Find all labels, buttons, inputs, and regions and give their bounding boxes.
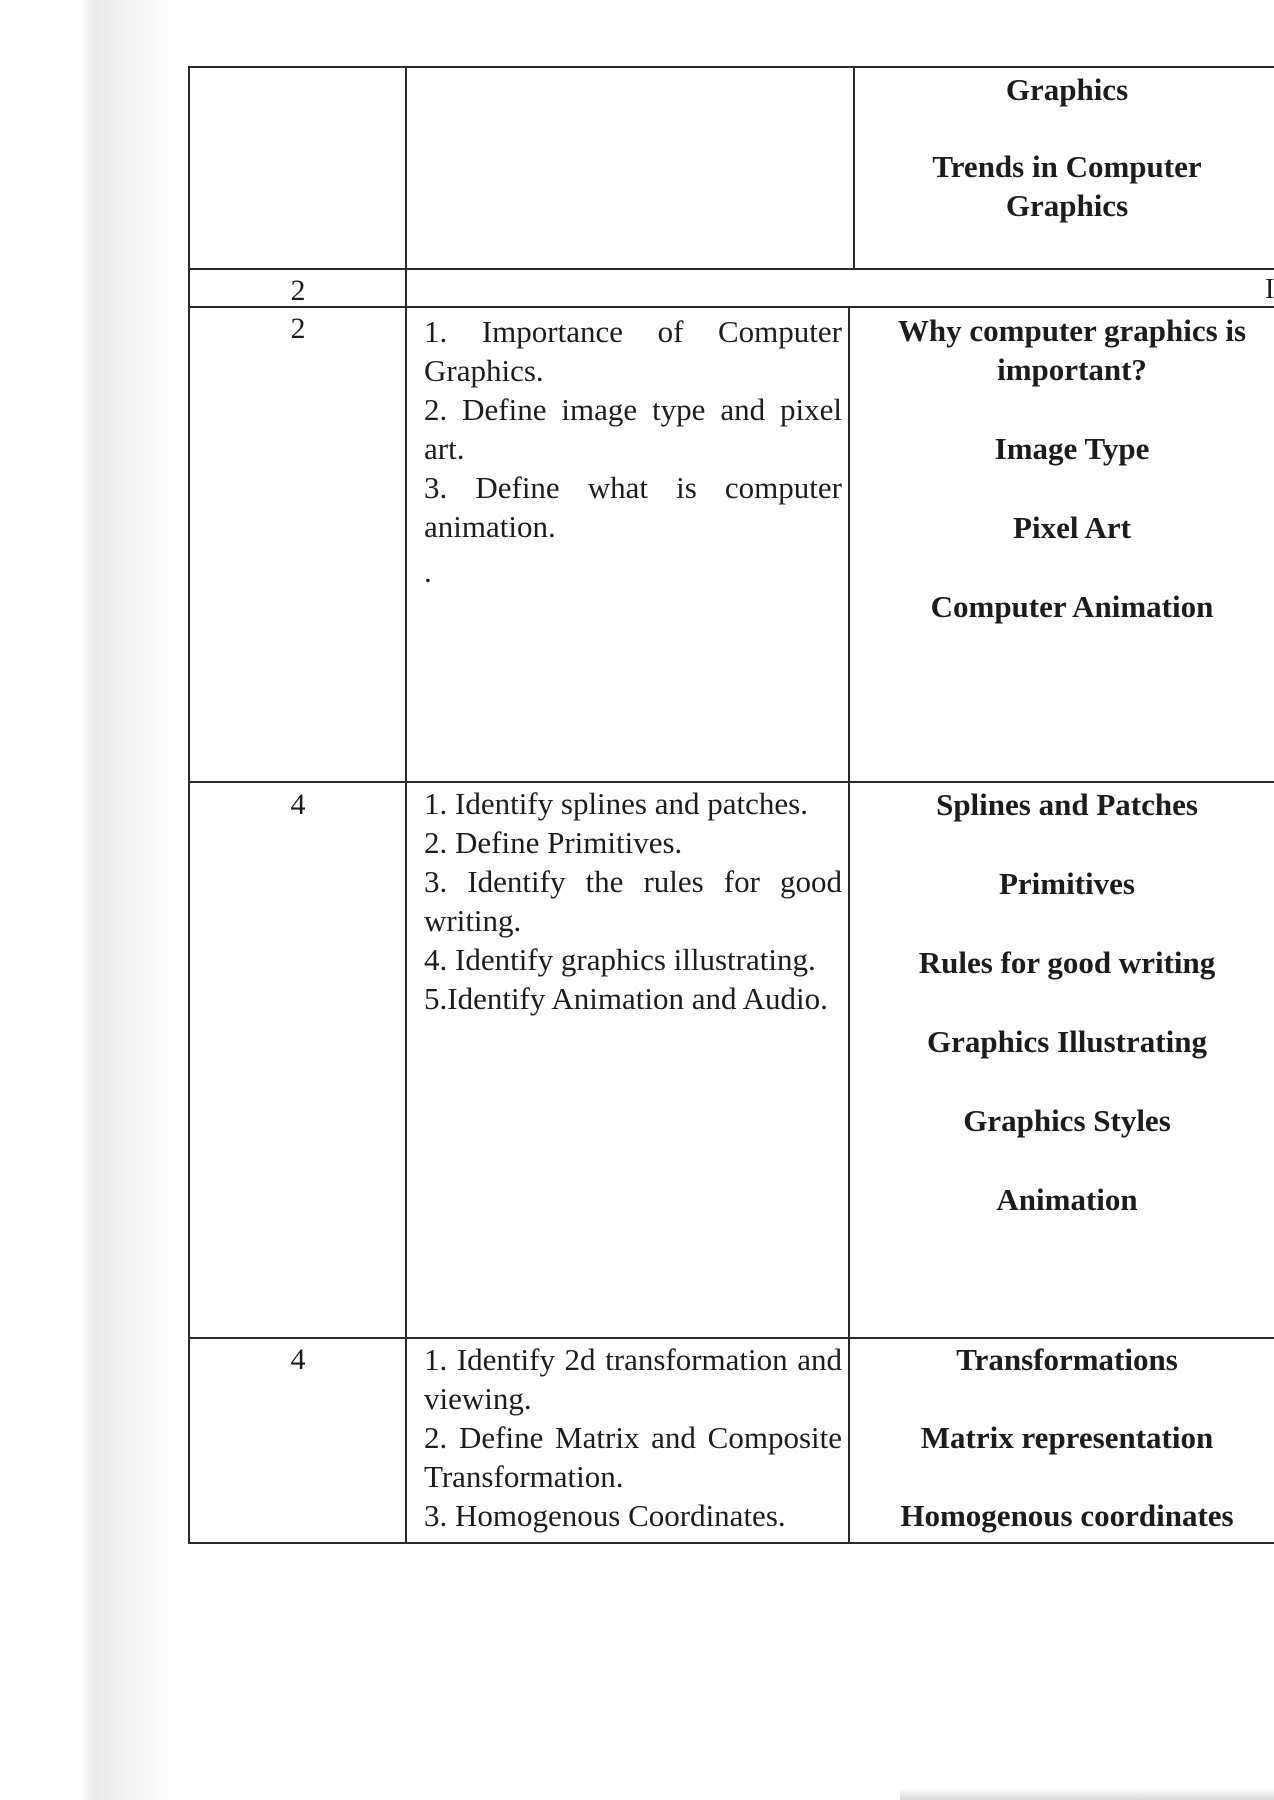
column-divider xyxy=(405,306,407,1544)
week-number: 2 xyxy=(290,274,306,307)
week-number: 4 xyxy=(290,1343,306,1376)
objective-item: 3. Define what is computer animation. xyxy=(424,470,842,544)
row-divider xyxy=(188,781,1274,783)
topic-item: Computer Animation xyxy=(930,589,1214,624)
column-divider xyxy=(405,66,407,306)
topic-item: Animation xyxy=(996,1182,1138,1217)
topic-item: Matrix representation xyxy=(920,1420,1214,1455)
topic-item: Graphics Illustrating xyxy=(927,1024,1207,1059)
week-number: 4 xyxy=(290,788,306,821)
topic-item: Pixel Art xyxy=(1013,510,1131,545)
objective-item: 4. Identify graphics illustrating. xyxy=(424,942,816,977)
table-border-bottom xyxy=(188,1542,1274,1544)
objective-item: . xyxy=(424,554,432,589)
row-divider xyxy=(188,268,1274,270)
objective-item: 2. Define Primitives. xyxy=(424,825,683,860)
objective-item: 5.Identify Animation and Audio. xyxy=(424,981,828,1016)
topic-item: Homogenous coordinates xyxy=(900,1498,1234,1533)
topic-item: Why computer graphics is important? xyxy=(897,313,1247,387)
objective-item: 3. Identify the rules for good writing. xyxy=(424,864,842,938)
objectives-list xyxy=(424,784,842,1018)
topic-item: Primitives xyxy=(998,866,1135,901)
topics-list xyxy=(837,1340,1274,1535)
topic-item: Rules for good writing xyxy=(918,945,1216,980)
objectives-list xyxy=(424,312,842,591)
objective-item: 2. Define Matrix and Composite Transformation. xyxy=(424,1420,842,1494)
scan-bottom-shadow xyxy=(900,1788,1274,1800)
week-number: 2 xyxy=(290,312,306,345)
topics-list xyxy=(842,311,1274,666)
topic-trends: Trends in Computer Graphics xyxy=(932,149,1202,223)
cut-off-text: I xyxy=(1265,274,1274,305)
objective-item: 1. Identify 2d transformation and viewing. xyxy=(424,1342,842,1416)
table-border-left xyxy=(188,66,190,1544)
topic-item: Image Type xyxy=(994,431,1150,466)
header-topics xyxy=(837,70,1274,225)
row-divider xyxy=(188,1337,1274,1339)
table-border-top xyxy=(188,66,1274,68)
topic-item: Graphics Styles xyxy=(963,1103,1171,1138)
objective-item: 1. Importance of Computer Graphics. xyxy=(424,314,842,388)
topic-item: Transformations xyxy=(956,1342,1178,1377)
topic-graphics: Graphics xyxy=(1005,72,1129,107)
objective-item: 2. Define image type and pixel art. xyxy=(424,392,842,466)
row-divider xyxy=(188,306,1274,308)
scan-edge-shadow xyxy=(0,0,180,1800)
topics-list xyxy=(837,785,1274,1259)
topic-item: Splines and Patches xyxy=(936,787,1198,822)
objective-item: 3. Homogenous Coordinates. xyxy=(424,1498,786,1533)
objectives-list xyxy=(424,1340,842,1535)
objective-item: 1. Identify splines and patches. xyxy=(424,786,808,821)
curriculum-table xyxy=(188,66,1274,1544)
